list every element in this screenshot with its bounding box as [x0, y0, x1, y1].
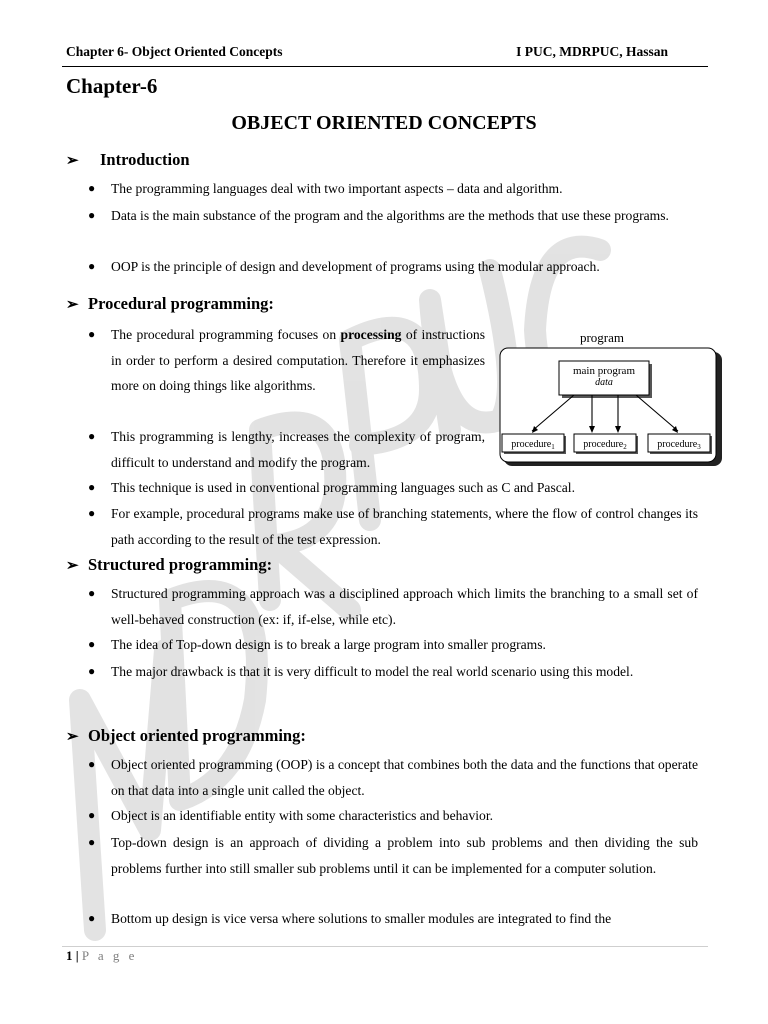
page-title: OBJECT ORIENTED CONCEPTS — [231, 112, 537, 134]
diagram-program-label: program — [579, 330, 625, 345]
arrow-bullet-icon: ➢ — [66, 728, 79, 745]
list-item: ● Object oriented programming (OOP) is a concept that combines both the data and the functions that operate on that data into a single unit called the object. — [88, 752, 698, 803]
list-item: ● OOP is the principle of design and development of programs using the modular approach. — [88, 254, 698, 280]
section-heading-procedural: ➢ Procedural programming: — [66, 294, 274, 313]
page-number: 1 — [66, 948, 73, 963]
procedural-program-diagram — [498, 328, 722, 468]
list-item: ● This technique is used in conventional programming languages such as C and Pascal. — [88, 475, 698, 501]
header-chapter-title: Chapter 6- Object Oriented Concepts — [66, 44, 283, 59]
section-heading-structured: ➢ Structured programming: — [66, 555, 273, 574]
arrow-bullet-icon: ➢ — [66, 296, 79, 313]
list-item: ● Object is an identifiable entity with some characteristics and behavior. — [88, 803, 698, 829]
procedure-1-label: procedure$_1$ — [511, 439, 555, 451]
page-footer — [66, 948, 137, 964]
list-item: ● For example, procedural programs make use of branching statements, where the flow of control changes its path according to the result of the test expression. — [88, 501, 698, 552]
bullet-icon: ● — [88, 506, 96, 520]
bullet-icon: ● — [88, 808, 96, 822]
list-item: ● Data is the main substance of the program and the algorithms are the methods that use these programs. — [88, 203, 698, 229]
page-word: P a g e — [81, 948, 138, 963]
list-item: ● The major drawback is that it is very difficult to model the real world scenario using this model. — [88, 659, 698, 685]
procedure-3-label: procedure$_3$ — [657, 439, 701, 451]
data-label: data — [595, 377, 613, 388]
bullet-icon: ● — [88, 637, 96, 651]
section-heading-introduction: ➢ Introduction — [66, 150, 190, 169]
procedure-2-label: procedure$_2$ — [583, 439, 627, 451]
list-item: ● The programming languages deal with two important aspects – data and algorithm. — [88, 176, 698, 202]
bullet-icon: ● — [88, 327, 96, 341]
footer-divider — [62, 946, 708, 947]
footer-separator: | — [72, 948, 82, 963]
list-item: ● Top-down design is an approach of dividing a problem into sub problems and then dividing the sub problems further into still smaller sub problems until it can be implemented for a computer solution. — [88, 830, 698, 881]
list-item: ● Bottom up design is vice versa where solutions to smaller modules are integrated to find the — [88, 906, 698, 932]
main-program-label: main program — [572, 365, 636, 377]
list-item: ● Structured programming approach was a disciplined approach which limits the branching to a small set of well-behaved construction (ex: if, if-else, while etc). — [88, 581, 698, 632]
bullet-icon: ● — [88, 664, 96, 678]
bullet-icon: ● — [88, 757, 96, 771]
arrow-bullet-icon: ➢ — [66, 152, 79, 169]
bullet-icon: ● — [88, 586, 96, 600]
list-item: ● This programming is lengthy, increases the complexity of program, difficult to understand and modify the program. — [88, 424, 485, 475]
header-divider — [62, 66, 708, 67]
bullet-icon: ● — [88, 208, 96, 222]
arrow-bullet-icon: ➢ — [66, 557, 79, 574]
bullet-icon: ● — [88, 429, 96, 443]
list-item: ● The procedural programming focuses on processing of instructions in order to perform a desired computation. Therefore it emphasizes more on doing things like algorithms. — [88, 322, 485, 399]
bullet-icon: ● — [88, 480, 96, 494]
bullet-icon: ● — [88, 181, 96, 195]
bullet-icon: ● — [88, 259, 96, 273]
bullet-icon: ● — [88, 835, 96, 849]
bullet-icon: ● — [88, 911, 96, 925]
section-heading-oop: ➢ Object oriented programming: — [66, 726, 306, 745]
chapter-number: Chapter-6 — [66, 74, 158, 98]
list-item: ● The idea of Top-down design is to break a large program into smaller programs. — [88, 632, 698, 658]
header-institution: I PUC, MDRPUC, Hassan — [516, 44, 668, 59]
